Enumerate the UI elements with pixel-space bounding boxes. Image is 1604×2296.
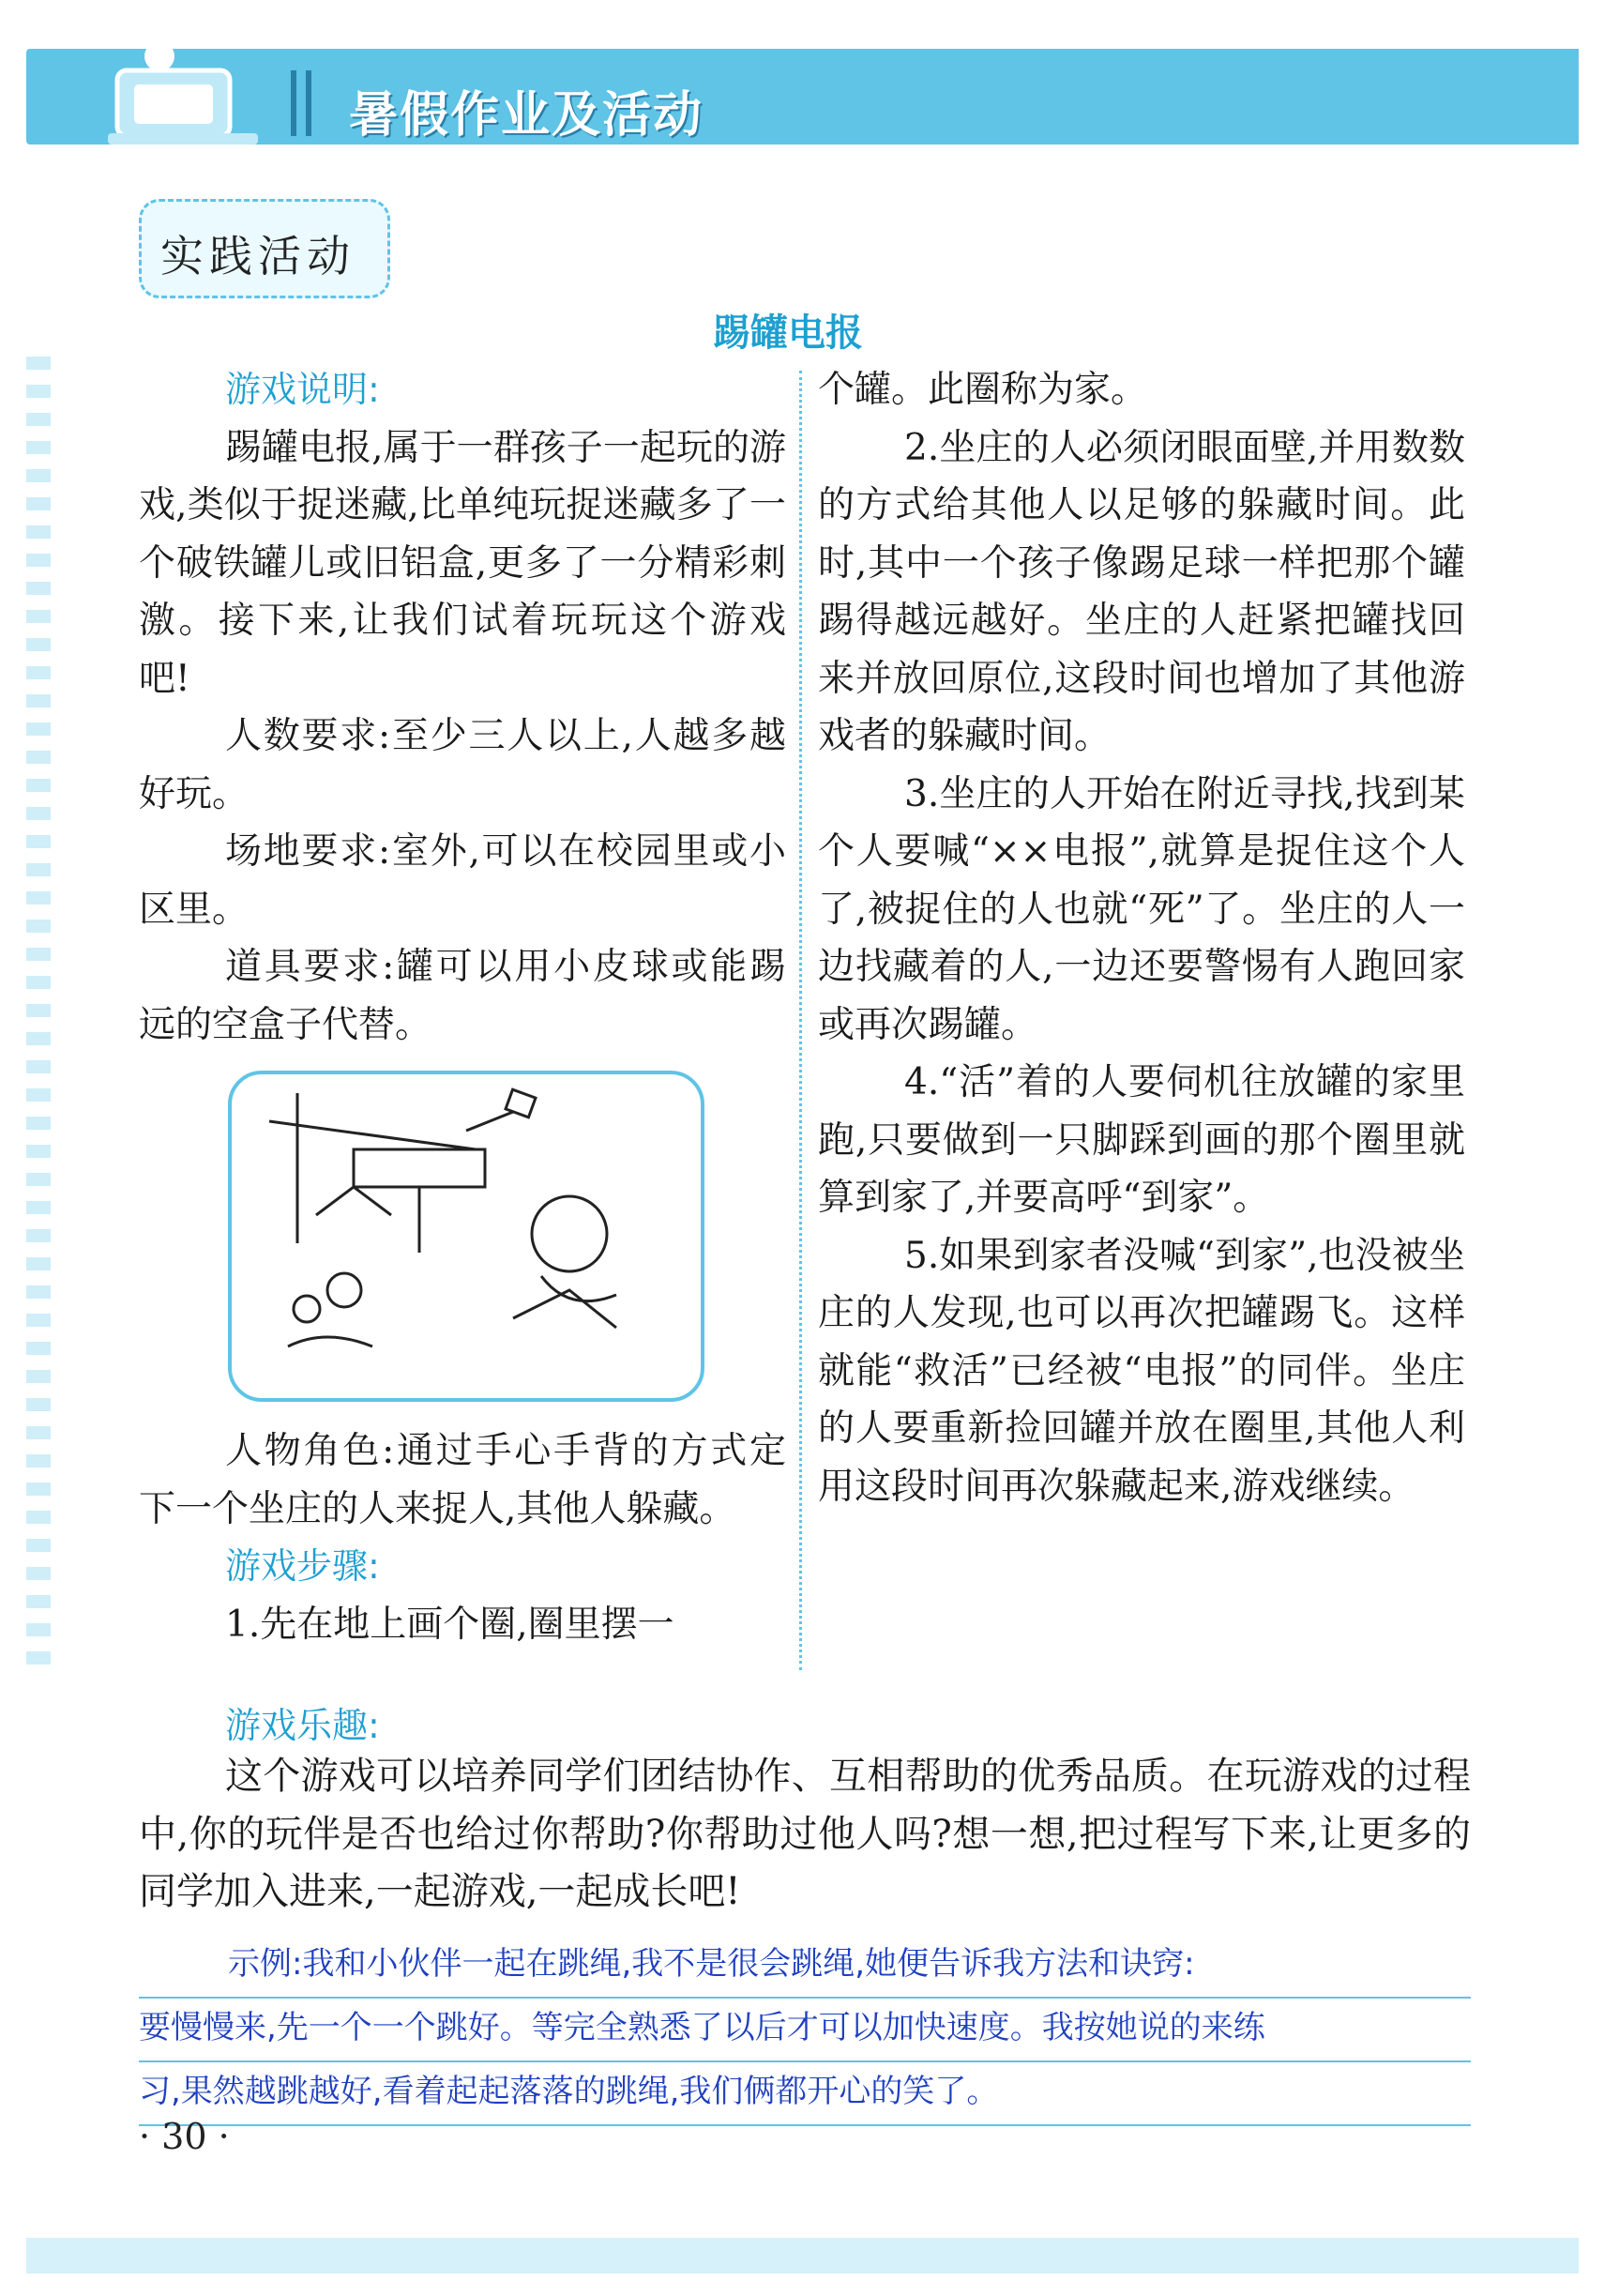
paragraph: 5.如果到家者没喊“到家”,也没被坐庄的人发现,也可以再次把罐踢飞。这样就能“救活”已经被“电报”的同伴。坐庄的人要重新捡回罐并放在圈里,其他人利用这段时间再次躲藏起来,游戏继续。 [818,1234,1465,1508]
paragraph: 3.坐庄的人开始在附近寻找,找到某个人要喊“××电报”,就算是捉住这个人了,被捉住的人也就“死”了。坐庄的人一边找藏着的人,一边还要警惕有人跑回家或再次踢罐。 [818,772,1465,1046]
column-divider [799,371,802,1670]
page-number: · 30 · [139,2116,230,2157]
section-heading-fun: 游戏乐趣: [225,1705,380,1746]
fun-paragraph: 这个游戏可以培养同学们团结协作、互相帮助的优秀品质。在玩游戏的过程中,你的玩伴是否也给过你帮助?你帮助过他人吗?想一想,把过程写下来,让更多的同学加入进来,一起游戏,一起成长吧! [139,1755,1471,1913]
computer-mascot-icon [89,38,277,148]
example-answer-area [139,1935,1471,2126]
section-heading-instructions: 游戏说明: [225,369,380,410]
practice-activity-badge [139,199,390,298]
paragraph-continued: 个罐。此圈称为家。 [818,369,1148,411]
answer-line: 示例:我和小伙伴一起在跳绳,我不是很会跳绳,她便告诉我方法和诀窍: [139,1935,1471,1999]
article-title: 踢罐电报 [713,312,863,355]
kick-can-illustration [228,1071,704,1402]
header-title: 暑假作业及活动 [349,87,704,144]
paragraph: 人物角色:通过手心手背的方式定下一个坐庄的人来捉人,其他人躲藏。 [139,1430,786,1530]
paragraph: 人数要求:至少三人以上,人越多越好玩。 [139,715,786,815]
left-column [139,361,786,1653]
paragraph: 踢罐电报,属于一群孩子一起玩的游戏,类似于捉迷藏,比单纯玩捉迷藏多了一个破铁罐儿或旧铝盒,更多了一分精彩刺激。接下来,让我们试着玩玩这个游戏吧! [139,426,786,700]
answer-line: 要慢慢来,先一个一个跳好。等完全熟悉了以后才可以加快速度。我按她说的来练 [139,1999,1471,2062]
right-column [818,361,1465,1515]
answer-line: 习,果然越跳越好,看着起起落落的跳绳,我们俩都开心的笑了。 [139,2062,1471,2126]
section-heading-steps: 游戏步骤: [225,1545,380,1587]
practice-activity-label: 实践活动 [160,231,356,281]
fun-section [139,1696,1471,1922]
footer-band [26,2238,1579,2273]
paragraph: 2.坐庄的人必须闭眼面壁,并用数数的方式给其他人以足够的躲藏时间。此时,其中一个孩子像踢足球一样把那个罐踢得越远越好。坐庄的人赶紧把罐找回来并放回原位,这段时间也增加了其他游戏者的躲藏时间。 [818,426,1465,757]
paragraph: 场地要求:室外,可以在校园里或小区里。 [139,830,786,931]
side-decoration [26,357,51,1670]
paragraph: 4.“活”着的人要伺机往放罐的家里跑,只要做到一只脚踩到画的那个圈里就算到家了,并要高呼“到家”。 [818,1061,1465,1219]
paragraph: 1.先在地上画个圈,圈里摆一 [225,1603,674,1646]
header-divider-bars [291,70,319,136]
children-playing-illustration [232,1074,701,1398]
paragraph: 道具要求:罐可以用小皮球或能踢远的空盒子代替。 [139,946,786,1046]
